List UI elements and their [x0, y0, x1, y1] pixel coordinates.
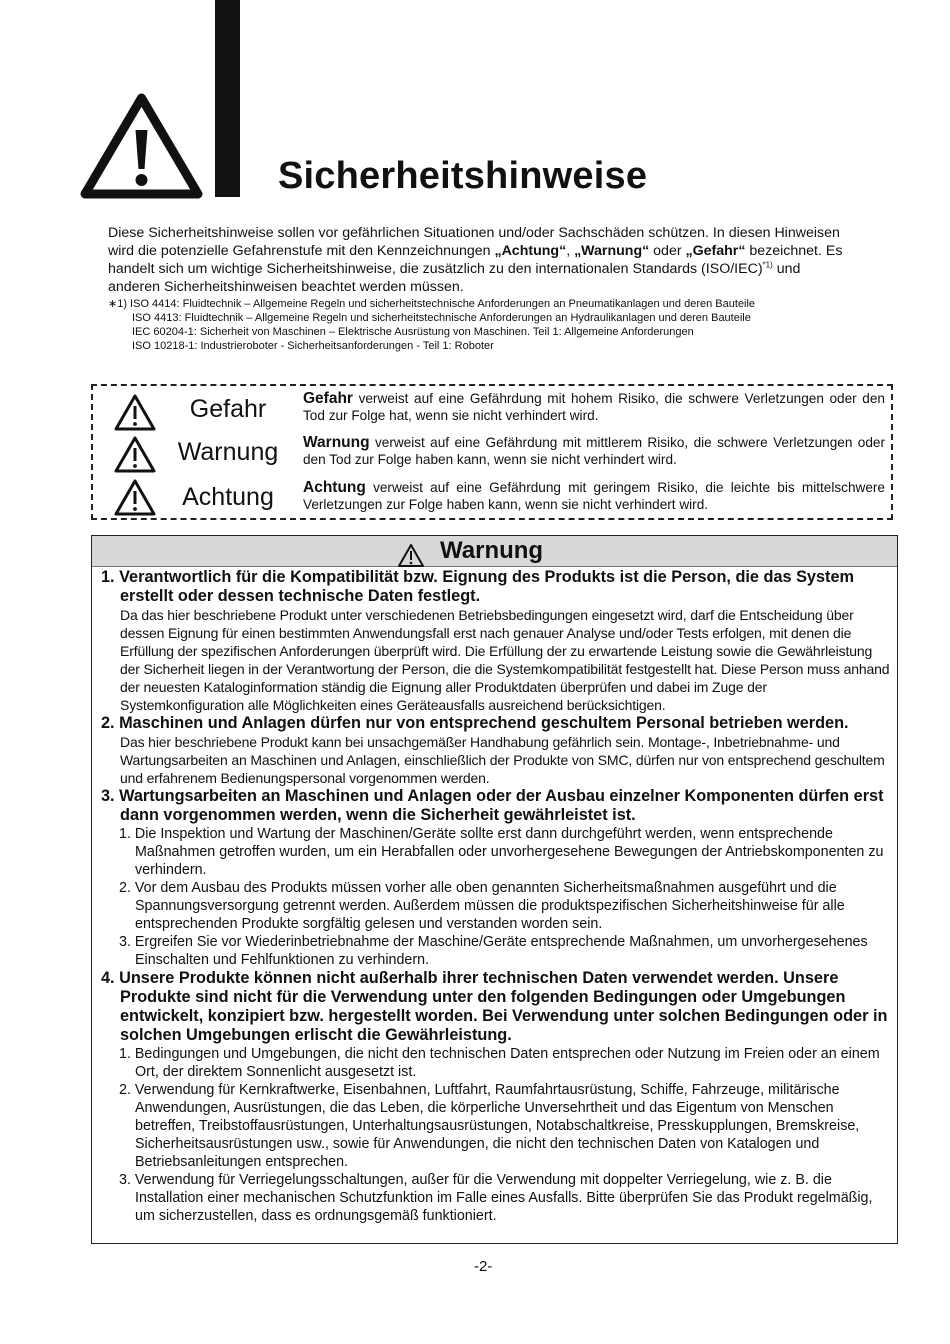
legend-label-warnung: Warnung	[177, 438, 279, 466]
hazard-level-legend	[91, 384, 893, 520]
warning-triangle-icon	[113, 478, 157, 518]
legend-description: verweist auf eine Gefährdung mit geringem Risiko, die leichte bis mittelschwere Verletzungen zur Folge haben kann, wenn sie nicht verhindert wird.	[303, 480, 885, 512]
warning-triangle-icon	[397, 543, 425, 568]
section-4-item-1: 1. Bedingungen und Umgebungen, die nicht den technischen Daten entsprechen oder Nutzung im Freien oder an einem Ort, der direktem Sonnenlicht ausgesetzt ist.	[119, 1046, 880, 1080]
intro-paragraph	[108, 224, 848, 296]
keyword-gefahr: „Gefahr“	[685, 243, 746, 259]
intro-separator-1: ,	[566, 243, 575, 259]
intro-separator-2: oder	[649, 243, 686, 259]
section-4-item-2: 2. Verwendung für Kernkraftwerke, Eisenbahnen, Luftfahrt, Raumfahrtausrüstung, Schiffe, Fahrzeuge, militärische Anwendungen, Ausrüstungen, die das Leben, die körperliche Unversehrtheit und das Eigentum von Menschen betreffen, Treibstoffausrüstungen, Unterhaltungsausrüstungen, Notabschaltkreise, Presskupplungen, Bremskreise, Sicherheitsausrüstungen usw., sowie für Anwendungen, die nicht den technischen Daten von Katalogen und Betriebsanleitungen entsprechen.	[119, 1082, 860, 1170]
section-3-item-1: 1. Die Inspektion und Wartung der Maschinen/Geräte sollte erst dann durchgeführt werden, wenn entsprechende Maßnahmen getroffen wurden, um ein Herabfallen oder unvorhergesehene Bewegungen der Antriebskomponenten zu verhindern.	[119, 826, 884, 878]
legend-text-gefahr	[303, 390, 885, 424]
section-2-heading: 2. Maschinen und Anlagen dürfen nur von entsprechend geschultem Personal betrieben werden.	[101, 714, 849, 732]
warning-box-title: Warnung	[440, 537, 544, 564]
section-4-heading: 4. Unsere Produkte können nicht außerhalb ihrer technischen Daten verwendet werden. Unsere Produkte sind nicht für die Verwendung unter den folgenden Bedingungen oder Umgebungen entwickelt, konzipiert bzw. hergestellt worden. Bei Verwendung unter solchen Bedingungen oder in solchen Umgebungen erlischt die Gewährleistung.	[101, 969, 888, 1044]
section-3-item-2: 2. Vor dem Ausbau des Produkts müssen vorher alle oben genannten Sicherheitsmaßnahmen ausgeführt und die Spannungsversorgung getrennt werden. Außerdem müssen die produktspezifischen Sicherheitshinweise für alle entsprechenden Produkte sorgfältig gelesen und verstanden worden sein.	[119, 880, 845, 932]
intro-text-3: und anderen Sicherheitshinweisen beachtet werden müssen.	[108, 261, 801, 295]
legend-label-gefahr: Gefahr	[189, 395, 267, 423]
legend-text-warnung	[303, 434, 885, 468]
section-4-item-3: 3. Verwendung für Verriegelungsschaltungen, außer für die Verwendung mit doppelter Verriegelung, wie z. B. die Installation einer mechanischen Schutzfunktion im Falle eines Ausfalls. Bitte überprüfen Sie das Produkt regelmäßig, um sicherzustellen, dass es ordnungsgemäß funktioniert.	[119, 1172, 873, 1224]
footnote-marker: *1)	[762, 260, 773, 270]
footnote-iso-4414: ∗1) ISO 4414: Fluidtechnik – Allgemeine Regeln und sicherheitstechnische Anforderungen an Pneumatikanlagen und deren Bauteile	[108, 298, 756, 310]
legend-label-achtung: Achtung	[182, 483, 274, 511]
footnotes	[108, 297, 888, 353]
warning-triangle-icon	[113, 435, 157, 475]
footnote-iec-60204: IEC 60204-1: Sicherheit von Maschinen – Elektrische Ausrüstung von Maschinen. Teil 1: Allgemeine Anforderungen	[132, 326, 694, 338]
footnote-iso-4413: ISO 4413: Fluidtechnik – Allgemeine Regeln und sicherheitstechnische Anforderungen an Hydraulikanlagen und deren Bauteile	[132, 312, 751, 324]
intro-text-2: bezeichnet. Es handelt sich um wichtige Sicherheitshinweise, die zusätzlich zu den internationalen Standards (ISO/IEC)	[108, 243, 843, 277]
warning-box-body	[101, 568, 891, 1225]
legend-description: verweist auf eine Gefährdung mit mittlerem Risiko, die schwere Verletzungen oder den Tod zur Folge haben kann, wenn sie nicht verhindert wird.	[303, 435, 885, 467]
page-title: Sicherheitshinweise	[278, 155, 648, 197]
section-3-heading: 3. Wartungsarbeiten an Maschinen und Anlagen oder der Ausbau einzelner Komponenten dürfen erst dann vorgenommen werden, wenn die Sicherheit gewährleistet ist.	[101, 787, 884, 824]
legend-term: Warnung	[303, 434, 370, 451]
warning-triangle-icon	[80, 92, 203, 200]
legend-description: verweist auf eine Gefährdung mit hohem Risiko, die schwere Verletzungen oder den Tod zur Folge hat, wenn sie nicht verhindert wird.	[303, 391, 885, 423]
section-1-text: Da das hier beschriebene Produkt unter verschiedenen Betriebsbedingungen eingesetzt wird, darf die Entscheidung über dessen Eignung für einen bestimmten Anwendungsfall erst nach genauer Analyse und/oder Tests erfolgen, mit denen die Erfüllung der spezifischen Anforderungen überprüft wird. Die Erfüllung der zu erwartende Leistung sowie die Gewährleistung der Sicherheit liegen in der Verantwortung der Person, die die Systemkompatibilität festgestellt hat. Diese Person muss anhand der neuesten Kataloginformation ständig die Eignung aller Produktdaten überprüfen und dabei im Zuge der Systemkonfiguration alle Möglichkeiten eines Geräteausfalls ausreichend berücksichtigen.	[120, 607, 890, 713]
section-2-text: Das hier beschriebene Produkt kann bei unsachgemäßer Handhabung gefährlich sein. Montage-, Inbetriebnahme- und Wartungsarbeiten an Maschinen und Anlagen, einschließlich der Produkte von SMC, dürfen nur von entsprechend geschultem und erfahrenem Bedienungspersonal vorgenommen werden.	[120, 734, 885, 786]
header-black-bar	[215, 0, 240, 197]
legend-text-achtung	[303, 479, 885, 513]
legend-term: Gefahr	[303, 390, 353, 407]
keyword-warnung: „Warnung“	[574, 243, 650, 259]
page-number: -2-	[474, 1258, 493, 1275]
warning-triangle-icon	[113, 393, 157, 433]
keyword-achtung: „Achtung“	[494, 243, 567, 259]
section-3-item-3: 3. Ergreifen Sie vor Wiederinbetriebnahme der Maschine/Geräte entsprechende Maßnahmen, um unvorhergesehenes Einschalten und Fehlfunktionen zu verhindern.	[119, 934, 868, 968]
intro-text-1: Diese Sicherheitshinweise sollen vor gefährlichen Situationen und/oder Sachschäden schützen. In diesen Hinweisen wird die potenzielle Gefahrenstufe mit den Kennzeichnungen	[108, 225, 840, 259]
warning-box	[91, 535, 898, 1244]
footnote-iso-10218: ISO 10218-1: Industrieroboter - Sicherheitsanforderungen - Teil 1: Roboter	[132, 340, 494, 352]
legend-term: Achtung	[303, 479, 366, 496]
warning-box-header	[92, 536, 897, 567]
section-1-heading: 1. Verantwortlich für die Kompatibilität bzw. Eignung des Produkts ist die Person, die das System erstellt oder dessen technische Daten festlegt.	[101, 568, 854, 605]
